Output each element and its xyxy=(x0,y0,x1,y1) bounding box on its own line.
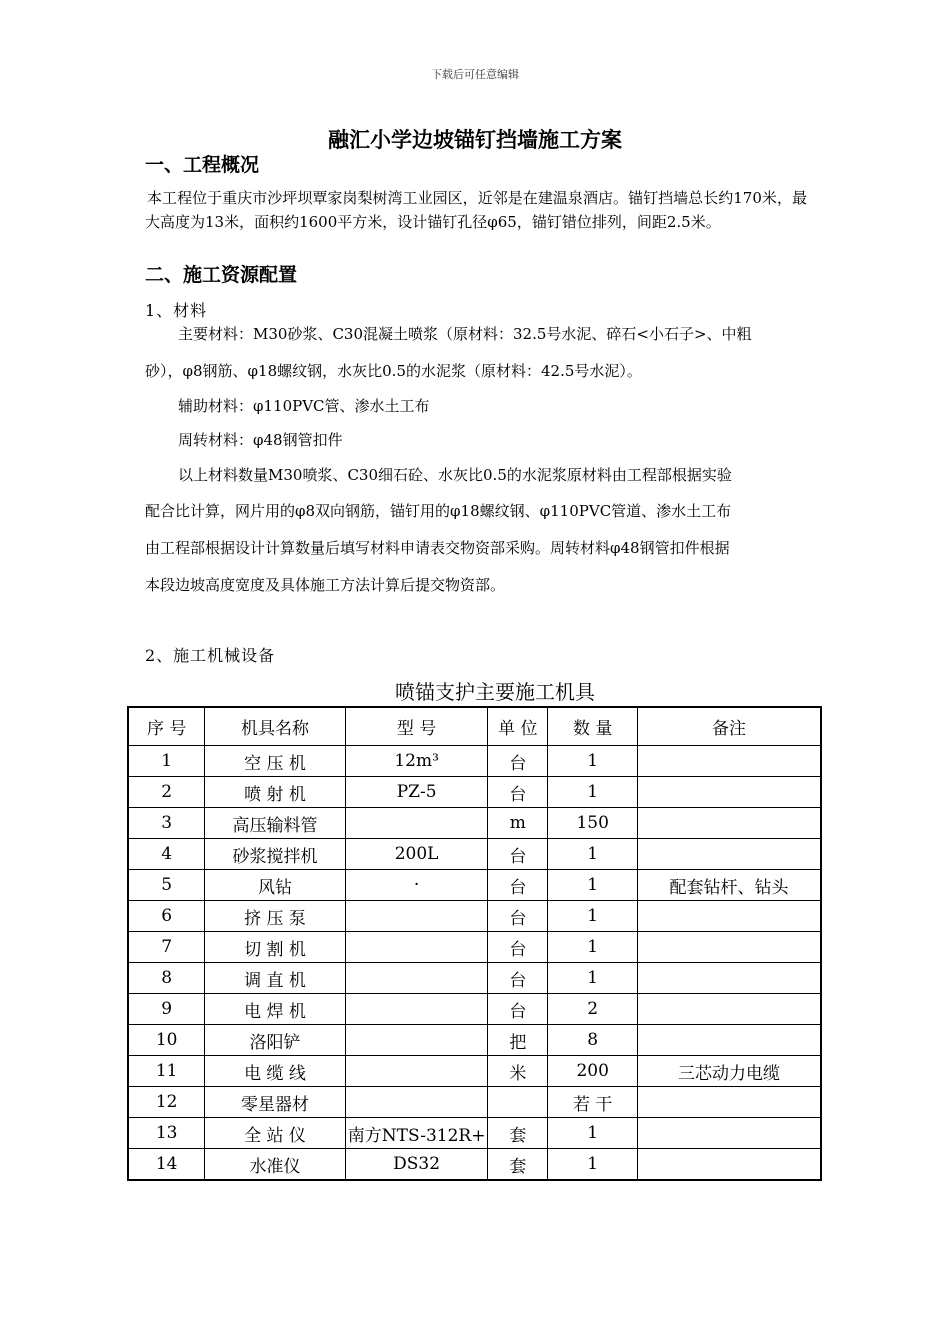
cell-unit: m xyxy=(488,808,548,839)
table-row xyxy=(128,994,821,1025)
cell-model: 200L xyxy=(345,839,488,870)
cell-index: 4 xyxy=(128,839,205,870)
cell-quantity: 8 xyxy=(548,1025,638,1056)
cell-index: 14 xyxy=(128,1149,205,1181)
cell-name: 砂浆搅拌机 xyxy=(205,839,346,870)
table-row xyxy=(128,870,821,901)
cell-index: 3 xyxy=(128,808,205,839)
cell-unit: 米 xyxy=(488,1056,548,1087)
cell-quantity: 若 干 xyxy=(548,1087,638,1118)
cell-model: PZ-5 xyxy=(345,777,488,808)
cell-index: 5 xyxy=(128,870,205,901)
cell-name: 洛阳铲 xyxy=(205,1025,346,1056)
table-row xyxy=(128,932,821,963)
section1-heading: 一、工程概况 xyxy=(145,154,260,176)
quantity-note-line-3: 由工程部根据设计计算数量后填写材料申请表交物资部采购。周转材料φ48钢管扣件根据 xyxy=(145,539,730,557)
cell-model xyxy=(345,994,488,1025)
cell-remarks xyxy=(638,839,821,870)
section2-heading: 二、施工资源配置 xyxy=(145,264,298,286)
cell-unit: 台 xyxy=(488,839,548,870)
col-header-name: 机具名称 xyxy=(205,707,346,746)
cell-quantity: 150 xyxy=(548,808,638,839)
cell-unit: 套 xyxy=(488,1118,548,1149)
cell-remarks xyxy=(638,963,821,994)
cell-remarks xyxy=(638,1087,821,1118)
cell-name: 挤 压 泵 xyxy=(205,901,346,932)
col-header-index: 序 号 xyxy=(128,707,205,746)
table-row xyxy=(128,901,821,932)
cell-name: 空 压 机 xyxy=(205,746,346,777)
cell-quantity: 2 xyxy=(548,994,638,1025)
cell-index: 11 xyxy=(128,1056,205,1087)
cell-model xyxy=(345,901,488,932)
cell-name: 电 焊 机 xyxy=(205,994,346,1025)
cell-unit: 台 xyxy=(488,746,548,777)
cell-model xyxy=(345,808,488,839)
table-row xyxy=(128,777,821,808)
cell-name: 切 割 机 xyxy=(205,932,346,963)
auxiliary-materials-line: 辅助材料：φ110PVC管、渗水土工布 xyxy=(178,397,430,415)
cell-unit: 台 xyxy=(488,870,548,901)
cell-quantity: 200 xyxy=(548,1056,638,1087)
table-row xyxy=(128,746,821,777)
cell-unit: 套 xyxy=(488,1149,548,1181)
cell-index: 1 xyxy=(128,746,205,777)
table-row xyxy=(128,963,821,994)
table-header-row xyxy=(128,707,821,746)
cell-index: 9 xyxy=(128,994,205,1025)
cell-name: 全 站 仪 xyxy=(205,1118,346,1149)
table-title: 喷锚支护主要施工机具 xyxy=(395,680,595,704)
cell-remarks: 配套钻杆、钻头 xyxy=(638,870,821,901)
cell-model: DS32 xyxy=(345,1149,488,1181)
cell-index: 7 xyxy=(128,932,205,963)
table-row xyxy=(128,1056,821,1087)
cell-remarks xyxy=(638,777,821,808)
cell-unit: 台 xyxy=(488,932,548,963)
cell-name: 风钻 xyxy=(205,870,346,901)
col-header-model: 型 号 xyxy=(345,707,488,746)
cell-remarks xyxy=(638,1118,821,1149)
cell-model xyxy=(345,932,488,963)
cell-remarks xyxy=(638,746,821,777)
table-row xyxy=(128,1118,821,1149)
cell-name: 零星器材 xyxy=(205,1087,346,1118)
cell-model: 12m³ xyxy=(345,746,488,777)
col-header-quantity: 数 量 xyxy=(548,707,638,746)
cell-model: · xyxy=(345,870,488,901)
cell-remarks xyxy=(638,901,821,932)
cell-remarks xyxy=(638,808,821,839)
cell-model xyxy=(345,1087,488,1118)
cell-name: 喷 射 机 xyxy=(205,777,346,808)
document-title: 融汇小学边坡锚钉挡墙施工方案 xyxy=(328,127,622,152)
cell-unit: 台 xyxy=(488,901,548,932)
cell-unit: 把 xyxy=(488,1025,548,1056)
cell-model xyxy=(345,1025,488,1056)
cell-quantity: 1 xyxy=(548,963,638,994)
cell-quantity: 1 xyxy=(548,932,638,963)
cell-index: 12 xyxy=(128,1087,205,1118)
cell-index: 8 xyxy=(128,963,205,994)
cell-index: 13 xyxy=(128,1118,205,1149)
quantity-note-line-1: 以上材料数量M30喷浆、C30细石砼、水灰比0.5的水泥浆原材料由工程部根据实验 xyxy=(178,466,732,484)
cell-unit: 台 xyxy=(488,777,548,808)
table-body xyxy=(128,746,821,1181)
table-row xyxy=(128,1149,821,1181)
cell-quantity: 1 xyxy=(548,746,638,777)
cell-index: 6 xyxy=(128,901,205,932)
cell-name: 调 直 机 xyxy=(205,963,346,994)
cell-quantity: 1 xyxy=(548,901,638,932)
cell-index: 2 xyxy=(128,777,205,808)
cell-remarks xyxy=(638,994,821,1025)
cell-remarks xyxy=(638,932,821,963)
equipment-heading: 2、施工机械设备 xyxy=(145,646,276,665)
section1-text: 本工程位于重庆市沙坪坝覃家岗梨树湾工业园区，近邻是在建温泉酒店。锚钉挡墙总长约170米，最大高度为13米，面积约1600平方米，设计锚钉孔径φ65，锚钉错位排列，间距2.5米。 xyxy=(145,189,807,231)
equipment-table xyxy=(127,706,822,1181)
cell-model: 南方NTS-312R+ xyxy=(345,1118,488,1149)
header-note: 下载后可任意编辑 xyxy=(431,68,519,81)
quantity-note-line-2: 配合比计算，网片用的φ8双向钢筋，锚钉用的φ18螺纹钢、φ110PVC管道、渗水土工布 xyxy=(145,502,732,520)
cell-quantity: 1 xyxy=(548,839,638,870)
cell-index: 10 xyxy=(128,1025,205,1056)
cell-unit: 台 xyxy=(488,994,548,1025)
cell-quantity: 1 xyxy=(548,777,638,808)
cell-remarks: 三芯动力电缆 xyxy=(638,1056,821,1087)
table-row xyxy=(128,1025,821,1056)
table-row xyxy=(128,1087,821,1118)
table-row xyxy=(128,839,821,870)
cell-remarks xyxy=(638,1025,821,1056)
cell-name: 高压输料管 xyxy=(205,808,346,839)
cell-name: 水准仪 xyxy=(205,1149,346,1181)
turnover-materials-line: 周转材料：φ48钢管扣件 xyxy=(178,431,343,449)
table-row xyxy=(128,808,821,839)
cell-model xyxy=(345,1056,488,1087)
cell-quantity: 1 xyxy=(548,870,638,901)
cell-model xyxy=(345,963,488,994)
materials-line-1: 主要材料：M30砂浆、C30混凝土喷浆（原材料：32.5号水泥、碎石<小石子>、中粗 xyxy=(178,325,752,343)
quantity-note-line-4: 本段边坡高度宽度及具体施工方法计算后提交物资部。 xyxy=(145,576,506,594)
col-header-unit: 单 位 xyxy=(488,707,548,746)
cell-remarks xyxy=(638,1149,821,1181)
col-header-remarks: 备注 xyxy=(638,707,821,746)
cell-unit: 台 xyxy=(488,963,548,994)
cell-quantity: 1 xyxy=(548,1149,638,1181)
materials-line-2: 砂），φ8钢筋、φ18螺纹钢，水灰比0.5的水泥浆（原材料：42.5号水泥）。 xyxy=(145,362,642,380)
materials-heading: 1、材料 xyxy=(145,301,208,320)
cell-quantity: 1 xyxy=(548,1118,638,1149)
cell-name: 电 缆 线 xyxy=(205,1056,346,1087)
cell-unit xyxy=(488,1087,548,1118)
